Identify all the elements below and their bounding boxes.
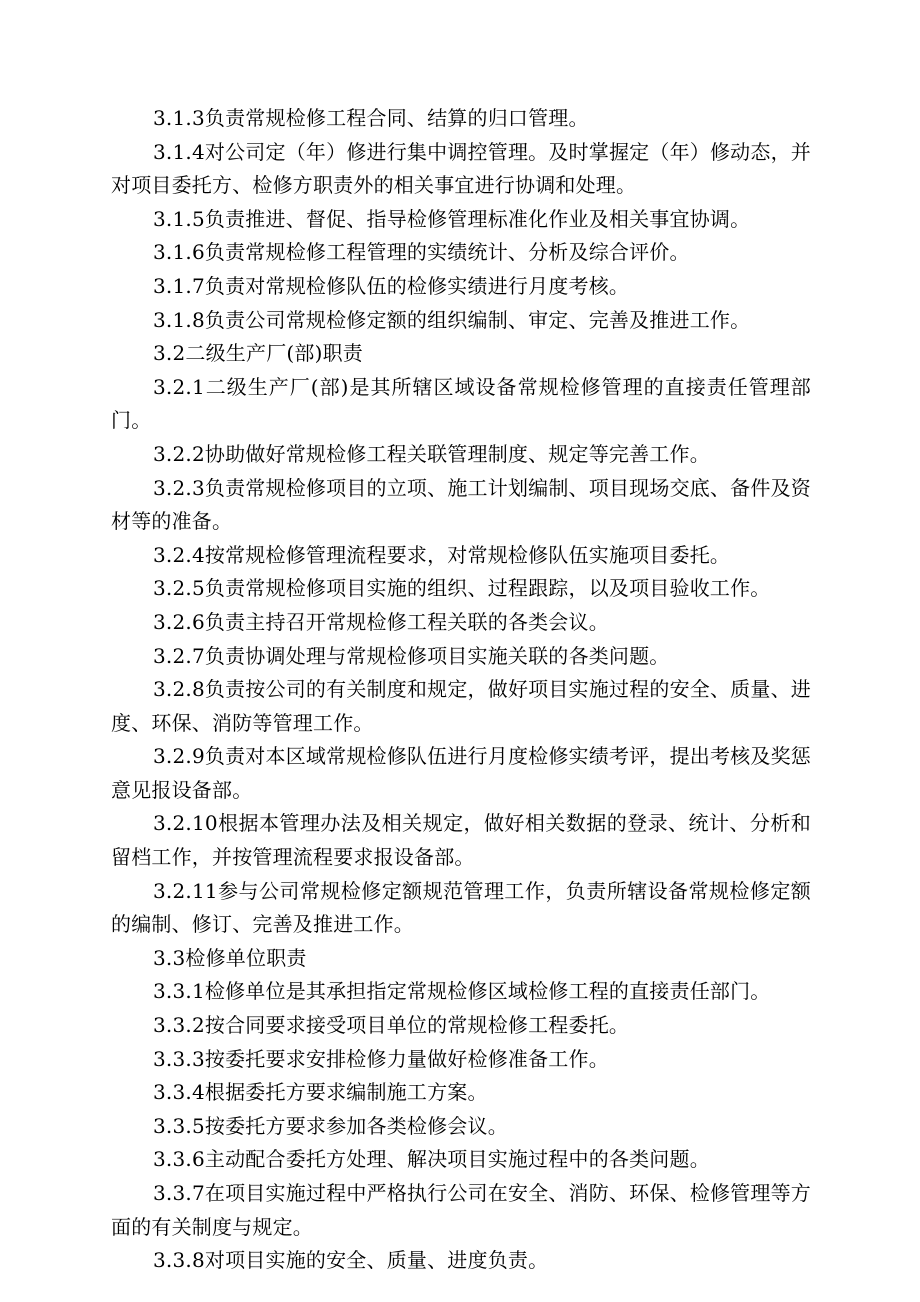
- paragraph: 3.3.2按合同要求接受项目单位的常规检修工程委托。: [153, 1013, 630, 1038]
- paragraph: 3.2.11参与公司常规检修定额规范管理工作，负责所辖设备常规检修定额的编制、修订、完善及推进工作。: [111, 878, 811, 937]
- paragraph: 3.2.4按常规检修管理流程要求，对常规检修队伍实施项目委托。: [153, 542, 731, 567]
- paragraph: 3.1.7负责对常规检修队伍的检修实绩进行月度考核。: [153, 273, 630, 298]
- paragraph: 3.1.4对公司定（年）修进行集中调控管理。及时掌握定（年）修动态，并对项目委托方、检修方职责外的相关事宜进行协调和处理。: [111, 139, 811, 198]
- paragraph: 3.3.1检修单位是其承担指定常规检修区域检修工程的直接责任部门。: [153, 979, 771, 1004]
- paragraph: 3.3.5按委托方要求参加各类检修会议。: [153, 1113, 508, 1138]
- paragraph: 3.2.7负责协调处理与常规检修项目实施关联的各类问题。: [153, 643, 670, 668]
- paragraph: 3.2.9负责对本区域常规检修队伍进行月度检修实绩考评，提出考核及奖惩意见报设备部。: [111, 744, 811, 802]
- paragraph: 3.3.6主动配合委托方处理、解决项目实施过程中的各类问题。: [153, 1147, 710, 1172]
- paragraph: 3.3.4根据委托方要求编制施工方案。: [153, 1080, 488, 1105]
- paragraph: 3.2.3负责常规检修项目的立项、施工计划编制、项目现场交底、备件及资材等的准备。: [111, 475, 811, 534]
- paragraph: 3.2.5负责常规检修项目实施的组织、过程跟踪，以及项目验收工作。: [153, 576, 771, 601]
- paragraph: 3.2.1二级生产厂(部)是其所辖区域设备常规检修管理的直接责任管理部门。: [111, 374, 811, 433]
- paragraph: 3.1.3负责常规检修工程合同、结算的归口管理。: [153, 106, 589, 130]
- paragraph: 3.3.3按委托要求安排检修力量做好检修准备工作。: [153, 1046, 609, 1071]
- paragraph: 3.1.6负责常规检修工程管理的实绩统计、分析及综合评价。: [153, 240, 690, 265]
- document-body: [111, 102, 811, 1278]
- section-heading: 3.2二级生产厂(部)职责: [153, 341, 364, 366]
- paragraph: 3.2.6负责主持召开常规检修工程关联的各类会议。: [153, 609, 609, 634]
- paragraph: 3.2.2协助做好常规检修工程关联管理制度、规定等完善工作。: [153, 441, 710, 466]
- paragraph: 3.2.10根据本管理办法及相关规定，做好相关数据的登录、统计、分析和留档工作，并按管理流程要求报设备部。: [111, 811, 811, 870]
- paragraph: 3.3.8对项目实施的安全、质量、进度负责。: [153, 1248, 549, 1273]
- paragraph: 3.2.8负责按公司的有关制度和规定，做好项目实施过程的安全、质量、进度、环保、消防等管理工作。: [111, 677, 811, 735]
- section-heading: 3.3检修单位职责: [153, 945, 307, 970]
- paragraph: 3.3.7在项目实施过程中严格执行公司在安全、消防、环保、检修管理等方面的有关制度与规定。: [111, 1181, 811, 1239]
- paragraph: 3.1.5负责推进、督促、指导检修管理标准化作业及相关事宜协调。: [153, 206, 751, 231]
- paragraph: 3.1.8负责公司常规检修定额的组织编制、审定、完善及推进工作。: [153, 307, 751, 332]
